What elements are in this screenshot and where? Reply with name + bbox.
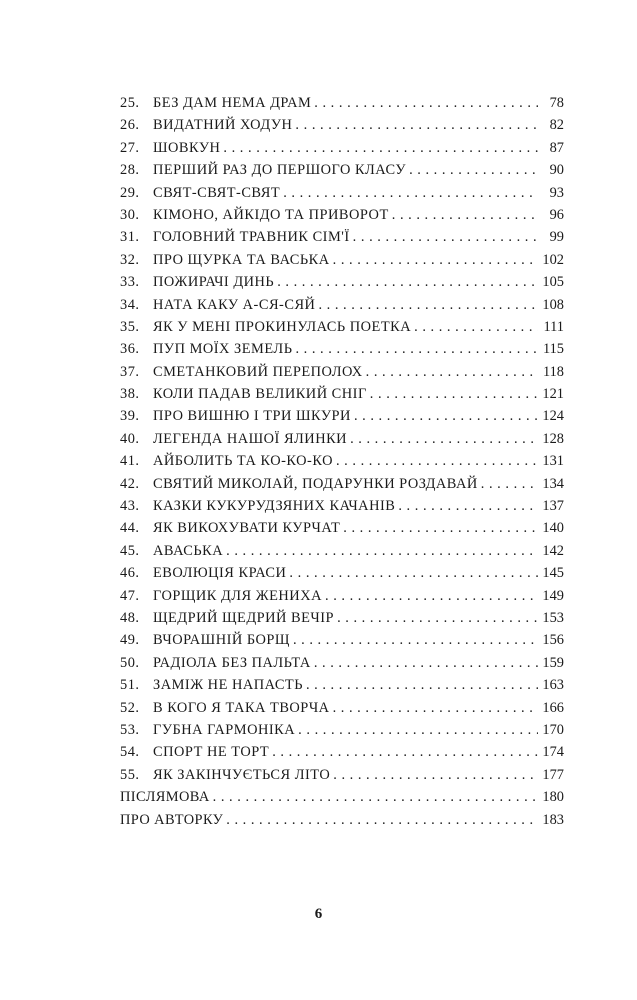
- toc-entry-page: 99: [549, 229, 564, 246]
- toc-entry: [120, 316, 564, 338]
- toc-leader-dots: [283, 182, 538, 204]
- toc-entry-page: 108: [542, 296, 564, 313]
- toc-leader-dots: [481, 473, 538, 495]
- toc-entry-number: 34.: [120, 296, 140, 313]
- toc-entry: [120, 719, 564, 741]
- toc-entry-title: ВЧОРАШНІЙ БОРЩ: [153, 632, 290, 649]
- toc-entry-page: 134: [542, 475, 564, 492]
- toc-extra-page: 180: [542, 789, 564, 806]
- toc-entry-title: БЕЗ ДАМ НЕМА ДРАМ: [153, 95, 312, 111]
- toc-entry: [120, 361, 564, 383]
- toc-entry-number: 28.: [120, 162, 140, 179]
- toc-leader-dots: [293, 629, 538, 651]
- toc-entry-title: ЕВОЛЮЦІЯ КРАСИ: [153, 565, 287, 582]
- toc-entry-number: 33.: [120, 274, 140, 291]
- toc-entry-page: 93: [549, 184, 564, 201]
- toc-entry: [120, 114, 564, 136]
- toc-leader-dots: [354, 405, 538, 427]
- toc-entry: [120, 674, 564, 696]
- toc-leader-dots: [353, 226, 538, 248]
- toc-entry-number: 47.: [120, 587, 140, 604]
- toc-entry-number: 35.: [120, 318, 140, 335]
- toc-entry-number: 45.: [120, 542, 140, 559]
- toc-entry: [120, 182, 564, 204]
- toc-entry-number: 39.: [120, 408, 140, 425]
- toc-leader-dots: [223, 137, 538, 159]
- toc-entry-number: 37.: [120, 363, 140, 380]
- toc-entry-title: АВАСЬКА: [153, 542, 224, 559]
- toc-entry-page: 121: [542, 386, 564, 403]
- toc-entry-title: РАДІОЛА БЕЗ ПАЛЬТА: [153, 654, 311, 671]
- toc-leader-dots: [306, 674, 538, 696]
- toc-entry-number: 31.: [120, 229, 140, 246]
- toc-entry-title: ГОРЩИК ДЛЯ ЖЕНИХА: [153, 587, 322, 604]
- toc-entry-title: ЯК У МЕНІ ПРОКИНУЛАСЬ ПОЕТКА: [153, 318, 412, 335]
- toc-entry: [120, 540, 564, 562]
- toc-entry: [120, 495, 564, 517]
- toc-entry-page: 156: [542, 632, 564, 649]
- toc-entry-page: 105: [542, 274, 564, 291]
- toc-leader-dots: [298, 719, 538, 741]
- toc-entry-page: 140: [542, 520, 564, 537]
- toc-entry-number: 55.: [120, 766, 140, 783]
- toc-entry: [120, 652, 564, 674]
- toc-entry: [120, 92, 564, 114]
- toc-leader-dots: [325, 585, 538, 607]
- toc-entry-number: 54.: [120, 744, 140, 761]
- toc-entry-number: 27.: [120, 139, 140, 156]
- toc-entry-title: ЗАМІЖ НЕ НАПАСТЬ: [153, 677, 303, 694]
- toc-entry: [120, 159, 564, 181]
- toc-leader-dots: [318, 294, 538, 316]
- toc-entry-title: ЩЕДРИЙ ЩЕДРИЙ ВЕЧІР: [153, 609, 335, 626]
- toc-entry-title: ЯК ЗАКІНЧУЄТЬСЯ ЛІТО: [153, 766, 331, 783]
- toc-entry-number: 49.: [120, 632, 140, 649]
- toc-entry-page: 90: [549, 162, 564, 179]
- toc-entry-title: ЛЕГЕНДА НАШОЇ ЯЛИНКИ: [153, 430, 348, 447]
- toc-entry-page: 87: [549, 139, 564, 156]
- toc-extra-page: 183: [542, 811, 564, 828]
- toc-leader-dots: [333, 764, 538, 786]
- toc-entry-number: 52.: [120, 699, 140, 716]
- toc-entry-title: НАТА КАКУ А-СЯ-СЯЙ: [153, 296, 316, 313]
- toc-entry-title: ГОЛОВНИЙ ТРАВНИК СІМ'Ї: [153, 229, 350, 246]
- toc-entry-page: 177: [542, 766, 564, 783]
- toc-leader-dots: [314, 652, 538, 674]
- toc-leader-dots: [398, 495, 538, 517]
- toc-entry: [120, 741, 564, 763]
- toc-entry-number: 36.: [120, 341, 140, 358]
- toc-entry: [120, 226, 564, 248]
- toc-leader-dots: [370, 383, 538, 405]
- toc-entry-page: 115: [542, 341, 564, 358]
- toc-entry: [120, 764, 564, 786]
- toc-entry-number: 51.: [120, 677, 140, 694]
- toc-entry-number: 32.: [120, 251, 140, 268]
- toc-entries: [120, 92, 564, 786]
- toc-leader-dots: [277, 271, 538, 293]
- toc-entry: [120, 294, 564, 316]
- toc-entry-title: КАЗКИ КУКУРУДЗЯНИХ КАЧАНІВ: [153, 498, 396, 515]
- toc-entry-number: 41.: [120, 453, 140, 470]
- toc-entry: [120, 450, 564, 472]
- toc-leader-dots: [213, 786, 538, 808]
- toc-leader-dots: [366, 361, 538, 383]
- toc-entry-page: 166: [542, 699, 564, 716]
- toc-entry: [120, 473, 564, 495]
- toc-entry: [120, 697, 564, 719]
- toc-entry: [120, 137, 564, 159]
- toc-leader-dots: [295, 338, 538, 360]
- toc-entry: [120, 405, 564, 427]
- table-of-contents: [120, 92, 564, 831]
- toc-entry-page: 174: [542, 744, 564, 761]
- toc-entry-page: 170: [542, 721, 564, 738]
- toc-entry: [120, 271, 564, 293]
- toc-entry-number: 44.: [120, 520, 140, 537]
- toc-entry-title: ПРО ЩУРКА ТА ВАСЬКА: [153, 251, 330, 268]
- toc-leader-dots: [314, 92, 538, 114]
- toc-entry-number: 29.: [120, 184, 140, 201]
- toc-entry-title: СВЯТИЙ МИКОЛАЙ, ПОДАРУНКИ РОЗДАВАЙ: [153, 475, 478, 492]
- toc-entry-title: СВЯТ-СВЯТ-СВЯТ: [153, 184, 281, 201]
- toc-entry-title: ПЕРШИЙ РАЗ ДО ПЕРШОГО КЛАСУ: [153, 162, 407, 179]
- toc-leader-dots: [337, 607, 538, 629]
- toc-leader-dots: [272, 741, 538, 763]
- toc-leader-dots: [392, 204, 538, 226]
- toc-entry: [120, 517, 564, 539]
- toc-leader-dots: [336, 450, 538, 472]
- toc-leader-dots: [295, 114, 538, 136]
- toc-entry-number: 53.: [120, 721, 140, 738]
- toc-entry-title: ПУП МОЇХ ЗЕМЕЛЬ: [153, 341, 293, 358]
- toc-entry-title: ШОВКУН: [153, 139, 221, 156]
- toc-entry-title: ЯК ВИКОХУВАТИ КУРЧАТ: [153, 520, 341, 537]
- toc-leader-dots: [333, 249, 538, 271]
- toc-entry-page: 78: [549, 95, 564, 111]
- toc-entry-page: 137: [542, 498, 564, 515]
- toc-extra-entry: [120, 809, 564, 831]
- toc-entry-title: ПРО ВИШНЮ І ТРИ ШКУРИ: [153, 408, 351, 425]
- toc-entry-page: 131: [542, 453, 564, 470]
- toc-entry-title: ВИДАТНИЙ ХОДУН: [153, 117, 293, 134]
- toc-extra-title: ПРО АВТОРКУ: [120, 811, 224, 828]
- toc-entry-page: 124: [542, 408, 564, 425]
- toc-entry-title: КІМОНО, АЙКІДО ТА ПРИВОРОТ: [153, 206, 389, 223]
- toc-entry-number: 30.: [120, 206, 140, 223]
- toc-entry-title: В КОГО Я ТАКА ТВОРЧА: [153, 699, 330, 716]
- toc-leader-dots: [414, 316, 538, 338]
- toc-extra-entry: [120, 786, 564, 808]
- toc-entry-page: 82: [549, 117, 564, 134]
- toc-entry-page: 159: [542, 654, 564, 671]
- toc-entry: [120, 249, 564, 271]
- toc-entry-page: 163: [542, 677, 564, 694]
- toc-leader-dots: [226, 540, 538, 562]
- toc-leader-dots: [289, 562, 538, 584]
- toc-entry-page: 153: [542, 609, 564, 626]
- toc-entry-page: 102: [542, 251, 564, 268]
- page-number: 6: [314, 906, 323, 922]
- toc-entry-title: ГУБНА ГАРМОНІКА: [153, 721, 296, 738]
- toc-entry: [120, 607, 564, 629]
- toc-extra-title: ПІСЛЯМОВА: [120, 789, 210, 806]
- toc-entry-number: 40.: [120, 430, 140, 447]
- toc-entry-title: СПОРТ НЕ ТОРТ: [153, 744, 270, 761]
- toc-entry-page: 118: [542, 363, 564, 380]
- toc-entry: [120, 585, 564, 607]
- toc-entry-page: 145: [542, 565, 564, 582]
- toc-entry-title: АЙБОЛИТЬ ТА КО-КО-КО: [153, 453, 333, 470]
- toc-entry-page: 142: [542, 542, 564, 559]
- toc-entry-page: 96: [549, 206, 564, 223]
- toc-entry-number: 25.: [120, 95, 140, 111]
- toc-entry-number: 43.: [120, 498, 140, 515]
- toc-extras: [120, 786, 564, 831]
- toc-leader-dots: [409, 159, 538, 181]
- toc-entry-page: 149: [542, 587, 564, 604]
- toc-entry-number: 48.: [120, 609, 140, 626]
- toc-entry: [120, 204, 564, 226]
- toc-entry: [120, 562, 564, 584]
- toc-entry: [120, 629, 564, 651]
- toc-entry-page: 111: [543, 318, 564, 335]
- toc-leader-dots: [333, 697, 538, 719]
- toc-entry: [120, 428, 564, 450]
- toc-entry-number: 50.: [120, 654, 140, 671]
- toc-entry-title: ПОЖИРАЧІ ДИНЬ: [153, 274, 275, 291]
- toc-entry-number: 46.: [120, 565, 140, 582]
- toc-leader-dots: [226, 809, 538, 831]
- toc-entry: [120, 338, 564, 360]
- toc-leader-dots: [350, 428, 538, 450]
- toc-leader-dots: [343, 517, 538, 539]
- toc-entry-number: 42.: [120, 475, 140, 492]
- toc-entry-number: 38.: [120, 386, 140, 403]
- toc-entry-title: КОЛИ ПАДАВ ВЕЛИКИЙ СНІГ: [153, 386, 367, 403]
- toc-entry-number: 26.: [120, 117, 140, 134]
- toc-entry: [120, 383, 564, 405]
- toc-entry-page: 128: [542, 430, 564, 447]
- toc-entry-title: СМЕТАНКОВИЙ ПЕРЕПОЛОХ: [153, 363, 363, 380]
